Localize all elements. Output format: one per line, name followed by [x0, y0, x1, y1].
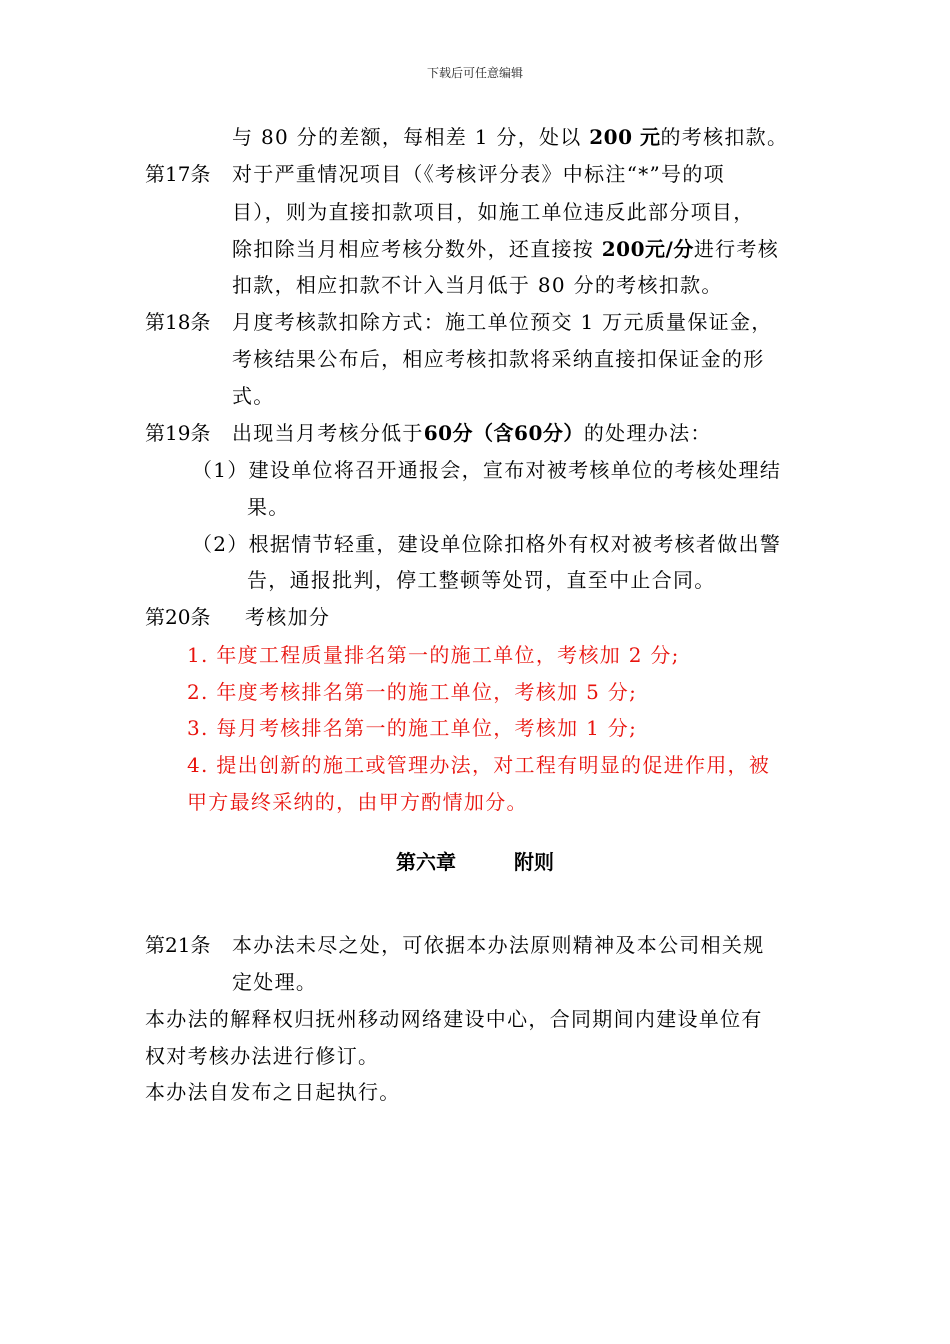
chapter-number: 第六章 [396, 850, 456, 874]
article-19-item-2-line-1: （2）根据情节轻重，建设单位除扣格外有权对被考核者做出警 [192, 532, 782, 556]
page-header-note: 下载后可任意编辑 [426, 66, 523, 80]
article-label: 第18条 [145, 310, 211, 334]
chapter-heading [0, 849, 950, 875]
chapter-title: 附则 [514, 850, 554, 874]
article-label: 第19条 [145, 421, 211, 445]
article-18-line-3: 式。 [232, 384, 275, 408]
article-19-item-1-line-2: 果。 [247, 495, 290, 519]
article-17-line-1: 第17条 对于严重情况项目（《考核评分表》中标注“*”号的项 [145, 162, 725, 186]
bonus-item-4-line-1: 4. 提出创新的施工或管理办法，对工程有明显的促进作用，被 [187, 753, 771, 777]
closing-line-2: 权对考核办法进行修订。 [145, 1044, 380, 1068]
article-label: 第17条 [145, 162, 211, 186]
article-19-item-2-line-2: 告，通报批判，停工整顿等处罚，直至中止合同。 [247, 568, 716, 592]
article-label: 第20条 [145, 605, 211, 629]
article-21-line-1: 第21条 本办法未尽之处，可依据本办法原则精神及本公司相关规 [145, 933, 765, 957]
article-21-line-2: 定处理。 [232, 970, 318, 994]
article-17-line-4: 扣款，相应扣款不计入当月低于 80 分的考核扣款。 [232, 273, 723, 297]
article-19-item-1-line-1: （1）建设单位将召开通报会，宣布对被考核单位的考核处理结 [192, 458, 782, 482]
document-body [145, 0, 810, 1344]
article-17-line-3: 除扣除当月相应考核分数外，还直接按 200元/分进行考核 [232, 237, 780, 261]
article-18-line-1: 第18条 月度考核款扣除方式：施工单位预交 1 万元质量保证金， [145, 310, 773, 334]
article-19-line-1: 第19条 出现当月考核分低于60分（含60分）的处理办法： [145, 421, 712, 445]
article-label: 第21条 [145, 933, 211, 957]
bonus-item-4-line-2: 甲方最终采纳的，由甲方酌情加分。 [187, 790, 528, 814]
article-18-line-2: 考核结果公布后，相应考核扣款将采纳直接扣保证金的形 [232, 347, 765, 371]
bonus-item-3: 3. 每月考核排名第一的施工单位，考核加 1 分; [187, 716, 638, 740]
closing-line-1: 本办法的解释权归抚州移动网络建设中心，合同期间内建设单位有 [145, 1007, 763, 1031]
closing-line-3: 本办法自发布之日起执行。 [145, 1080, 401, 1104]
article-17-line-2: 目），则为直接扣款项目，如施工单位违反此部分项目， [232, 200, 755, 224]
article-20-line-1: 第20条 考核加分 [145, 605, 331, 629]
article-16-tail: 与 80 分的差额，每相差 1 分，处以 200 元的考核扣款。 [232, 125, 789, 149]
bonus-item-1: 1. 年度工程质量排名第一的施工单位，考核加 2 分; [187, 643, 680, 667]
bonus-item-2: 2. 年度考核排名第一的施工单位，考核加 5 分; [187, 680, 638, 704]
